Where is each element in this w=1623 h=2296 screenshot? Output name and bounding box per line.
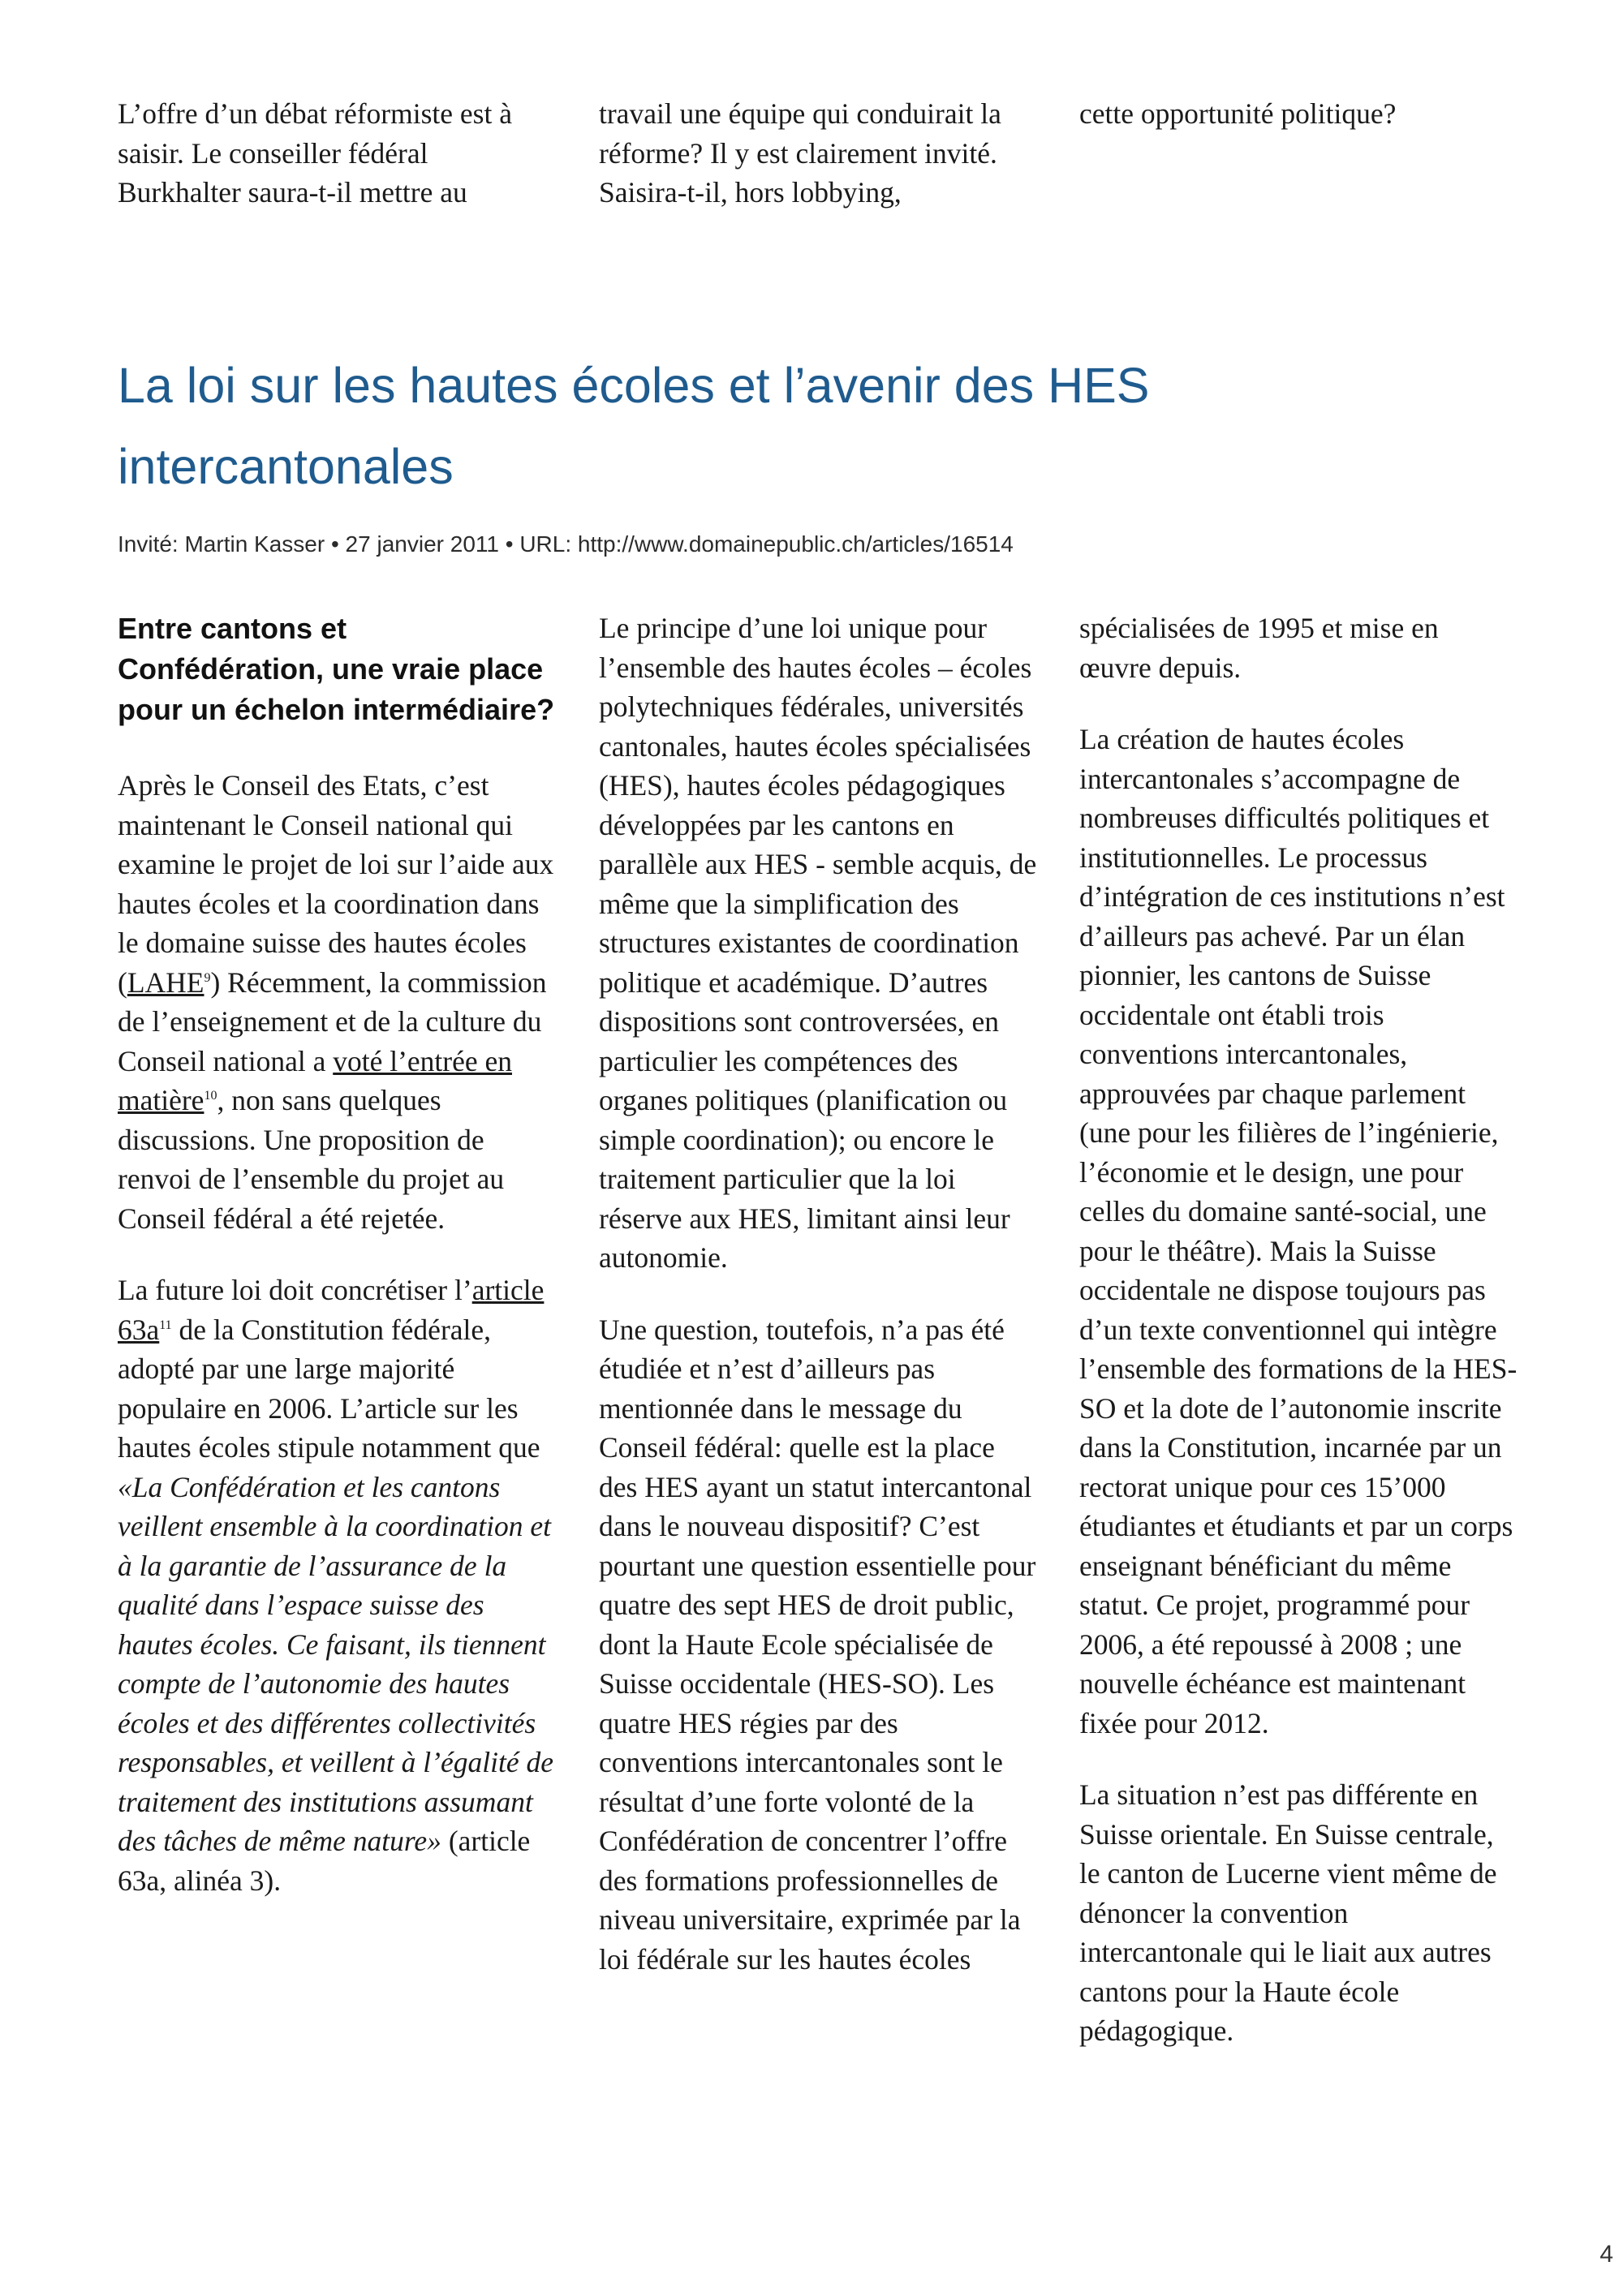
page-number: 4: [1599, 2241, 1613, 2268]
article-paragraph-5: La création de hautes écoles intercantonales s’accompagne de nombreuses difficultés politiques et institutionnelles. Le processus d’intégration de ces institutions n’est d’ailleurs pas achevé. Par un élan pionnier, les cantons de Suisse occidentale ont établi trois conventions intercantonales, approuvées par chaque parlement (une pour les filières de l’ingénierie, l’économie et le design, une pour celles du domaine santé-social, une pour le théâtre). Mais la Suisse occidentale ne dispose toujours pas d’un texte conventionnel qui intègre l’ensemble des formations de la HES-SO et la dote de l’autonomie inscrite dans la Constitution, incarnée par un rectorat unique pour ces 15’000 étudiantes et étudiants et par un corps enseignant bénéficiant du même statut. Ce projet, programmé pour 2006, a été repoussé à 2008 ; une nouvelle échéance est maintenant fixée pour 2012.: [1079, 723, 1518, 1739]
article-subheading: Entre cantons et Confédération, une vraie place pour un échelon intermédiaire?: [118, 612, 555, 726]
text-run: La future loi doit concrétiser l’: [118, 1274, 472, 1306]
article-column-3: [1079, 608, 1518, 2083]
constitution-quote: «La Confédération et les cantons veillent ensemble à la coordination et à la garantie de l’assurance de la qualité dans l’espace suisse des hautes écoles. Ce faisant, ils tiennent compte de l’autonomie des hautes écoles et des différentes collectivités responsables, et veillent à l’égalité de traitement des institutions assumant des tâches de même nature»: [118, 1470, 553, 1857]
lahe-link[interactable]: LAHE: [127, 965, 204, 999]
article-column-2: [599, 608, 1037, 2011]
continued-paragraph: L’offre d’un débat réformiste est à saisir. Le conseiller fédéral Burkhalter saura-t-il mettre au: [118, 97, 512, 209]
article-paragraph-3: Le principe d’une loi unique pour l’ensemble des hautes écoles – écoles polytechniques fédérales, universités cantonales, hautes écoles spécialisées (HES), hautes écoles pédagogiques développées par les cantons en parallèle aux HES - semble acquis, de même que la simplification des structures existantes de coordination politique et académique. D’autres dispositions sont controversées, en particulier les compétences des organes politiques (planification ou simple coordination); ou encore le traitement particulier que la loi réserve aux HES, limitant ainsi leur autonomie.: [599, 612, 1037, 1274]
article-meta: Invité: Martin Kasser • 27 janvier 2011 • URL: http://www.domainepublic.ch/articles/16514: [118, 531, 1014, 557]
article-paragraph-2: [118, 1271, 556, 1900]
article-paragraph-6: La situation n’est pas différente en Suisse orientale. En Suisse centrale, le canton de Lucerne vient même de dénoncer la convention intercantonale qui le liait aux autres cantons pour la Haute école pédagogique.: [1079, 1778, 1497, 2047]
text-run: ) Récemment, la commission de l’enseignement et de la culture du Conseil national a: [118, 965, 547, 1077]
continued-text-col2: [599, 94, 1037, 245]
article-column-1: [118, 608, 556, 1933]
continued-paragraph: travail une équipe qui conduirait la réforme? Il y est clairement invité. Saisira-t-il, hors lobbying,: [599, 97, 1001, 209]
text-run: Après le Conseil des Etats, c’est maintenant le Conseil national qui examine le projet de loi sur l’aide aux hautes écoles et la coordination dans le domaine suisse des hautes écoles (: [118, 769, 554, 999]
continued-text-col1: [118, 94, 556, 245]
article-paragraph-4-continued: spécialisées de 1995 et mise en œuvre depuis.: [1079, 612, 1439, 684]
vote-entree-link[interactable]: voté l’entrée en matière: [118, 1044, 512, 1116]
text-run: de la Constitution fédérale, adopté par une large majorité populaire en 2006. L’article sur les hautes écoles stipule notamment que: [118, 1313, 540, 1464]
article-title: La loi sur les hautes écoles et l’avenir des HES intercantonales: [118, 358, 1150, 494]
continued-paragraph: cette opportunité politique?: [1079, 97, 1397, 130]
footnote-marker: 11: [159, 1318, 172, 1332]
footnote-marker: 9: [204, 970, 211, 985]
article-paragraph-1: [118, 766, 556, 1238]
article-63a-link[interactable]: article 63a: [118, 1274, 545, 1346]
article-paragraph-4: Une question, toutefois, n’a pas été étudiée et n’est d’ailleurs pas mentionnée dans le message du Conseil fédéral: quelle est la place des HES ayant un statut intercantonal dans le nouveau dispositif? C’est pourtant une question essentielle pour quatre des sept HES de droit public, dont la Haute Ecole spécialisée de Suisse occidentale (HES-SO). Les quatre HES régies par des conventions intercantonales sont le résultat d’une forte volonté de la Confédération de concentrer l’offre des formations professionnelles de niveau universitaire, exprimée par la loi fédérale sur les hautes écoles: [599, 1313, 1036, 1976]
text-run: , non sans quelques discussions. Une proposition de renvoi de l’ensemble du projet au Conseil fédéral a été rejetée.: [118, 1084, 505, 1235]
footnote-marker: 10: [204, 1089, 217, 1103]
text-run: (article 63a, alinéa 3).: [118, 1825, 531, 1897]
continued-text-col3: [1079, 94, 1518, 166]
